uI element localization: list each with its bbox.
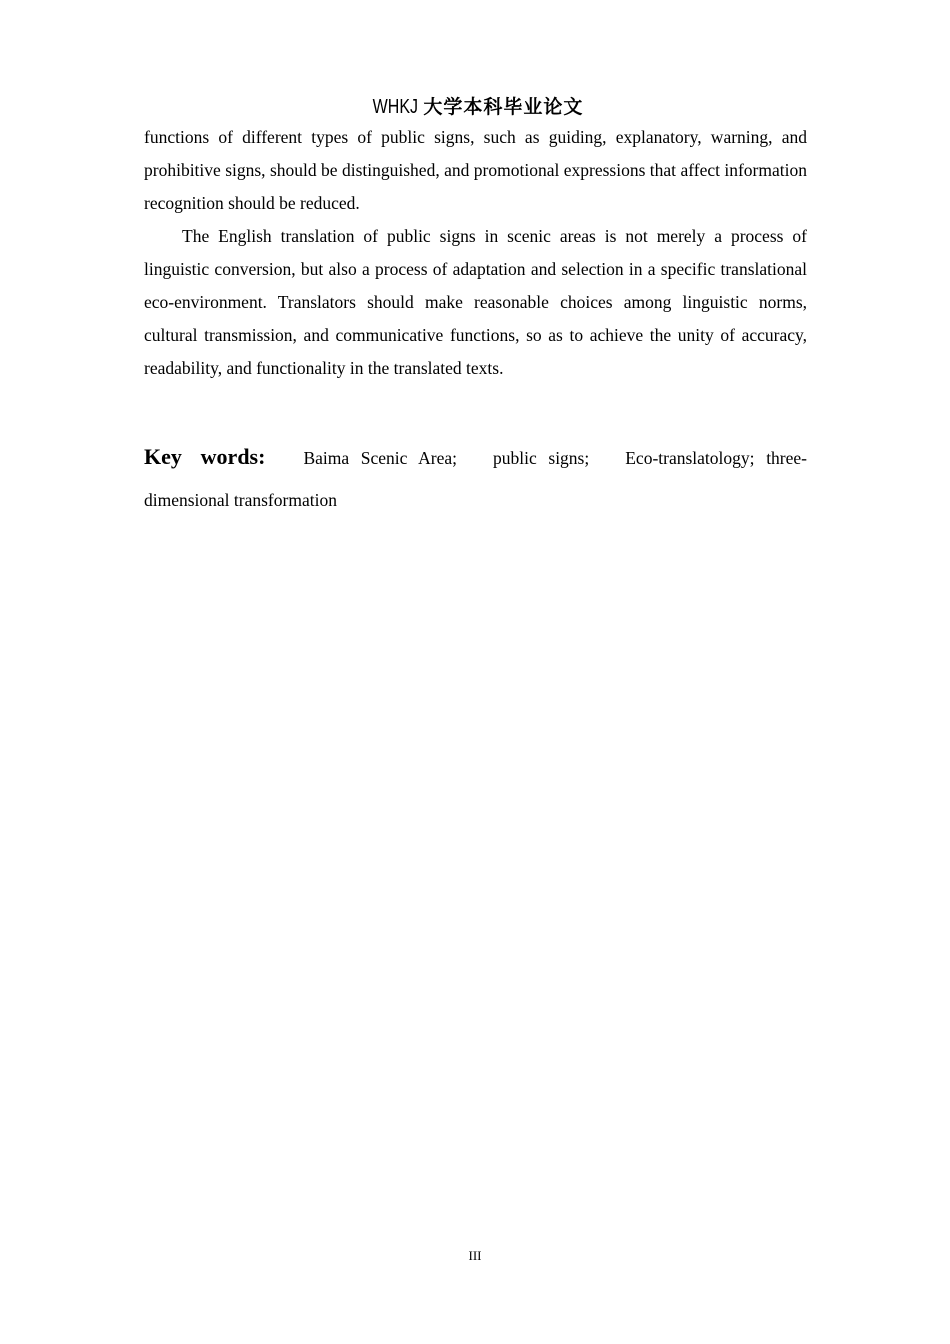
- header-school-code: WHKJ: [372, 96, 418, 118]
- page-number: III: [468, 1248, 482, 1263]
- keyword-item: public signs;: [492, 448, 590, 468]
- keywords-section: [144, 436, 807, 521]
- header-thesis-title: 大学本科毕业论文: [423, 96, 584, 118]
- keyword-item: Eco-translatology;: [625, 448, 755, 468]
- body-paragraph: The English translation of public signs in scenic areas is not merely a process of linguistic conversion, but also a process of adaptation and selection in a specific translational eco-environment. Translators should make reasonable choices among linguistic norms, cultural transmission, and communicative functions, so as to achieve the unity of accuracy, readability, and functionality in the translated texts.: [144, 226, 807, 378]
- keywords-label: Key words:: [144, 444, 266, 469]
- page-header: [0, 94, 950, 120]
- keyword-item: Baima Scenic Area;: [303, 448, 457, 468]
- keyword-item: three-dimensional transformation: [144, 448, 807, 510]
- body-paragraph: functions of different types of public signs, such as guiding, explanatory, warning, and prohibitive signs, should be distinguished, and promotional expressions that affect information recognition should be reduced.: [144, 127, 807, 213]
